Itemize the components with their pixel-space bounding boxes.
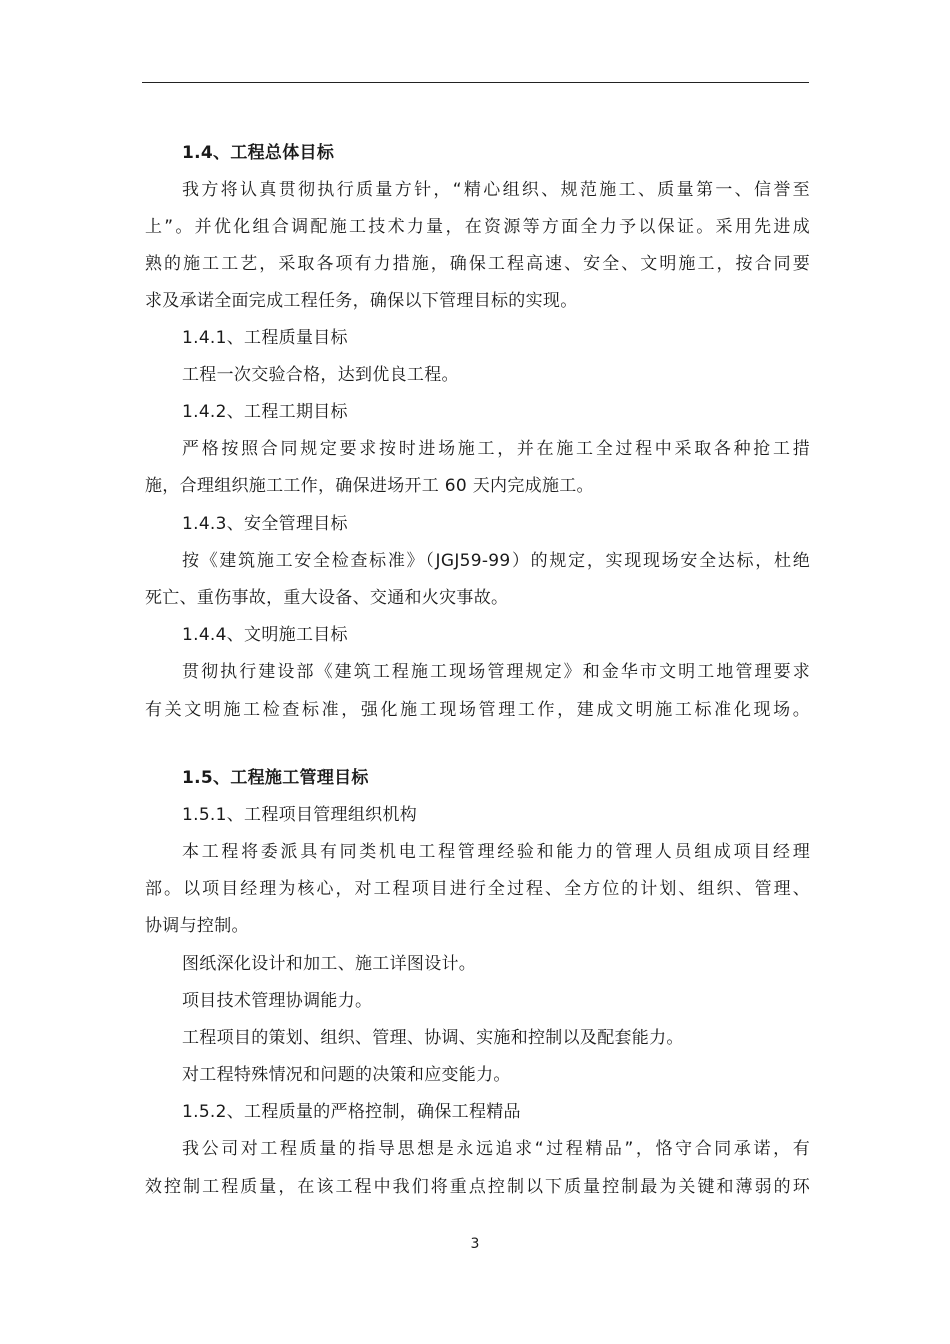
paragraph-line: 我方将认真贯彻执行质量方针，“精心组织、规范施工、质量第一、信誉至 [182, 180, 810, 200]
section-heading-1-4: 1.4、工程总体目标 [182, 143, 335, 163]
paragraph-line: 有关文明施工检查标准，强化施工现场管理工作，建成文明施工标准化现场。 [145, 700, 810, 720]
subsection-title-1-4-4: 1.4.4、文明施工目标 [182, 625, 348, 645]
subsection-title-1-4-1: 1.4.1、工程质量目标 [182, 328, 348, 348]
paragraph-line: 求及承诺全面完成工程任务，确保以下管理目标的实现。 [145, 291, 578, 311]
subsection-title-1-5-2: 1.5.2、工程质量的严格控制，确保工程精品 [182, 1102, 521, 1122]
paragraph-line: 死亡、重伤事故，重大设备、交通和火灾事故。 [145, 588, 509, 608]
subsection-title-1-5-1: 1.5.1、工程项目管理组织机构 [182, 805, 418, 825]
list-item: 项目技术管理协调能力。 [182, 991, 373, 1011]
subsection-title-1-4-2: 1.4.2、工程工期目标 [182, 402, 348, 422]
page-number: 3 [470, 1236, 480, 1252]
subsection-title-1-4-3: 1.4.3、安全管理目标 [182, 514, 348, 534]
header-rule [142, 82, 809, 83]
paragraph-line: 我公司对工程质量的指导思想是永远追求“过程精品”，恪守合同承诺，有 [182, 1139, 810, 1159]
paragraph-line: 严格按照合同规定要求按时进场施工，并在施工全过程中采取各种抢工措 [182, 439, 810, 459]
paragraph-line: 本工程将委派具有同类机电工程管理经验和能力的管理人员组成项目经理 [182, 842, 810, 862]
paragraph-line: 贯彻执行建设部《建筑工程施工现场管理规定》和金华市文明工地管理要求 [182, 662, 810, 682]
paragraph-line: 部。以项目经理为核心，对工程项目进行全过程、全方位的计划、组织、管理、 [145, 879, 810, 899]
list-item: 对工程特殊情况和问题的决策和应变能力。 [182, 1065, 511, 1085]
paragraph-line: 工程一次交验合格，达到优良工程。 [182, 365, 459, 385]
list-item: 工程项目的策划、组织、管理、协调、实施和控制以及配套能力。 [182, 1028, 684, 1048]
section-heading-1-5: 1.5、工程施工管理目标 [182, 768, 369, 788]
paragraph-line: 效控制工程质量，在该工程中我们将重点控制以下质量控制最为关键和薄弱的环 [145, 1177, 810, 1197]
list-item: 图纸深化设计和加工、施工详图设计。 [182, 954, 477, 974]
paragraph-line: 按《建筑施工安全检查标准》（JGJ59-99）的规定，实现现场安全达标，杜绝 [182, 551, 810, 571]
paragraph-line: 协调与控制。 [145, 916, 249, 936]
paragraph-line: 施，合理组织施工工作，确保进场开工 60 天内完成施工。 [145, 476, 594, 496]
paragraph-line: 上”。并优化组合调配施工技术力量，在资源等方面全力予以保证。采用先进成 [145, 217, 810, 237]
paragraph-line: 熟的施工工艺，采取各项有力措施，确保工程高速、安全、文明施工，按合同要 [145, 254, 810, 274]
